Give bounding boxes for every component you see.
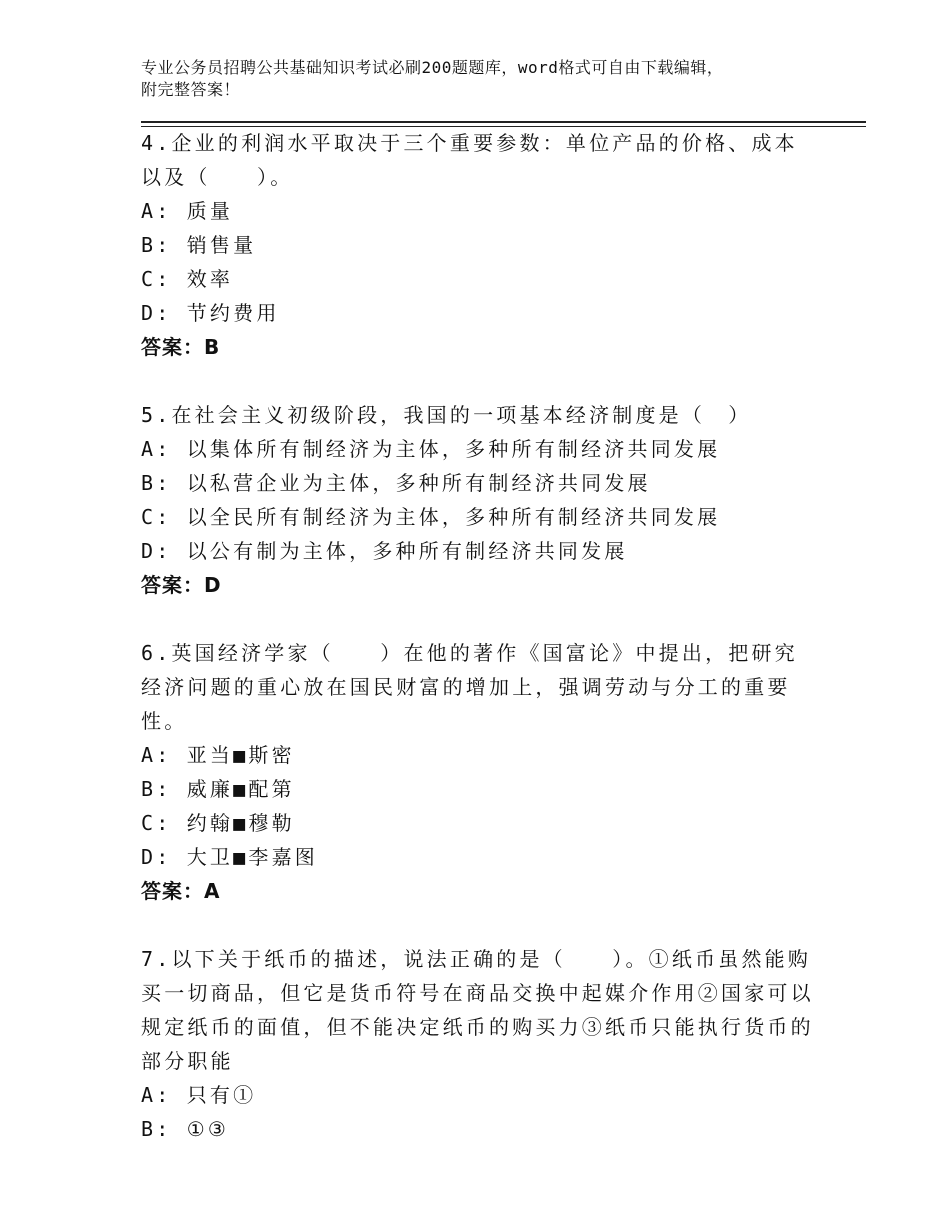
question-stem: 4.企业的利润水平取决于三个重要参数：单位产品的价格、成本以及（ ）。 — [141, 131, 798, 189]
question-spacer — [141, 908, 821, 942]
option-d: D: 大卫■李嘉图 — [141, 845, 318, 869]
answer-label: 答案：A — [141, 879, 221, 903]
question-stem: 7.以下关于纸币的描述，说法正确的是（ ）。①纸币虽然能购买一切商品，但它是货币符号在商品交换中起媒介作用②国家可以规定纸币的面值，但不能决定纸币的购买力③纸币只能执行货币的部分职能 — [141, 947, 814, 1073]
question-6 — [141, 636, 821, 908]
option-c: C: 约翰■穆勒 — [141, 811, 295, 835]
option-a: A: 亚当■斯密 — [141, 743, 295, 767]
question-stem: 6.英国经济学家（ ）在他的著作《国富论》中提出，把研究经济问题的重心放在国民财富的增加上，强调劳动与分工的重要性。 — [141, 641, 798, 733]
option-a: A: 只有① — [141, 1083, 257, 1107]
page-header — [141, 57, 841, 101]
question-5 — [141, 398, 821, 602]
option-d: D: 节约费用 — [141, 301, 280, 325]
option-b: B: 威廉■配第 — [141, 777, 295, 801]
option-b: B: ①③ — [141, 1117, 229, 1141]
option-c: C: 以全民所有制经济为主体，多种所有制经济共同发展 — [141, 505, 721, 529]
header-line-2: 附完整答案！ — [141, 80, 241, 99]
answer-label: 答案：D — [141, 573, 222, 597]
option-d: D: 以公有制为主体，多种所有制经济共同发展 — [141, 539, 628, 563]
question-7 — [141, 942, 821, 1146]
option-c: C: 效率 — [141, 267, 234, 291]
question-spacer — [141, 602, 821, 636]
header-line-1: 专业公务员招聘公共基础知识考试必刷200题题库，word格式可自由下载编辑， — [141, 58, 724, 77]
option-b: B: 以私营企业为主体，多种所有制经济共同发展 — [141, 471, 651, 495]
option-a: A: 以集体所有制经济为主体，多种所有制经济共同发展 — [141, 437, 721, 461]
answer-label: 答案：B — [141, 335, 221, 359]
question-stem: 5.在社会主义初级阶段，我国的一项基本经济制度是（ ） — [141, 403, 752, 427]
question-4 — [141, 126, 821, 364]
question-list — [141, 126, 821, 1146]
option-b: B: 销售量 — [141, 233, 257, 257]
option-a: A: 质量 — [141, 199, 234, 223]
question-spacer — [141, 364, 821, 398]
header-divider-thick — [141, 121, 866, 123]
